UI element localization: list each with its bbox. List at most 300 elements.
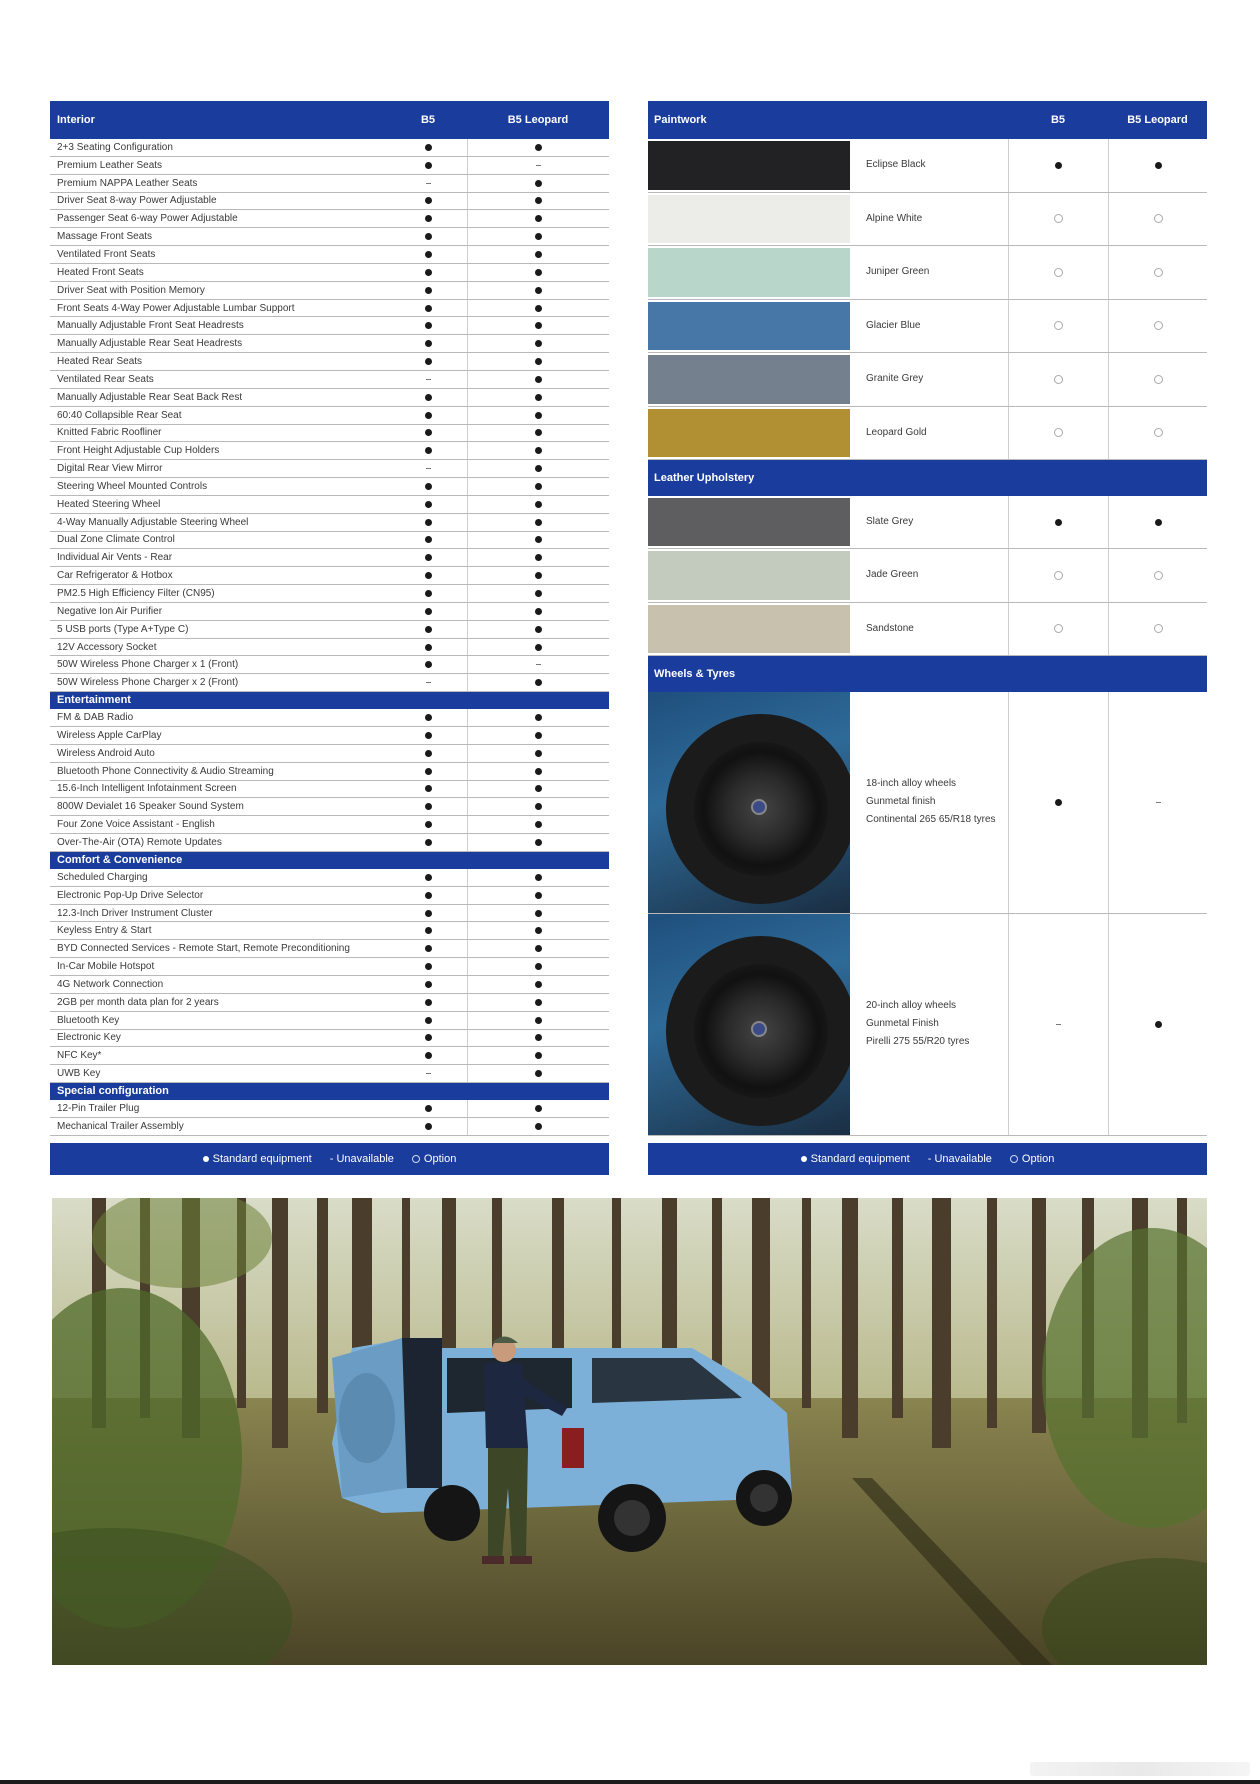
- standard-dot-icon: [425, 626, 432, 633]
- standard-dot-icon: [535, 785, 542, 792]
- standard-dot-icon: [425, 927, 432, 934]
- feature-label: 12.3-Inch Driver Instrument Cluster: [57, 907, 213, 919]
- unavailable-dash-icon: [426, 183, 431, 184]
- feature-label: PM2.5 High Efficiency Filter (CN95): [57, 588, 215, 600]
- feature-label: Manually Adjustable Front Seat Headrests: [57, 320, 244, 332]
- b5-availability: [389, 389, 467, 406]
- b5-availability: [389, 745, 467, 762]
- b5-leopard-availability: [467, 371, 609, 388]
- table-row: [648, 692, 1207, 914]
- standard-dot-icon: [425, 429, 432, 436]
- standard-dot-icon: [425, 732, 432, 739]
- b5-leopard-availability: [1108, 692, 1207, 913]
- standard-dot-icon: [535, 269, 542, 276]
- table-row: [50, 1118, 609, 1136]
- feature-label: Scheduled Charging: [57, 871, 148, 883]
- standard-dot-icon: [535, 447, 542, 454]
- feature-label: Dual Zone Climate Control: [57, 534, 175, 546]
- interior-header-title: Interior: [57, 114, 95, 126]
- ring-icon: [1010, 1155, 1018, 1163]
- b5-availability: [1008, 139, 1108, 192]
- standard-dot-icon: [425, 340, 432, 347]
- table-row: [648, 300, 1207, 354]
- b5-availability: [389, 264, 467, 281]
- b5-leopard-availability: [467, 994, 609, 1011]
- standard-dot-icon: [535, 892, 542, 899]
- standard-dot-icon: [425, 1052, 432, 1059]
- b5-leopard-availability: [467, 193, 609, 210]
- standard-dot-icon: [535, 144, 542, 151]
- table-row: [50, 228, 609, 246]
- b5-availability: [389, 763, 467, 780]
- b5-leopard-availability: [1108, 603, 1207, 655]
- feature-label: 5 USB ports (Type A+Type C): [57, 623, 189, 635]
- color-swatch: [648, 551, 850, 599]
- b5-leopard-availability: [467, 549, 609, 566]
- section-header: Comfort & Convenience: [50, 852, 609, 869]
- b5-leopard-availability: [467, 905, 609, 922]
- b5-availability: [389, 246, 467, 263]
- legend-option: Option: [1010, 1153, 1054, 1165]
- wheel-spec-line: Gunmetal finish: [866, 796, 936, 808]
- standard-dot-icon: [1155, 162, 1162, 169]
- table-row: [50, 549, 609, 567]
- standard-dot-icon: [425, 215, 432, 222]
- table-row: [648, 914, 1207, 1136]
- color-name: Alpine White: [866, 212, 923, 224]
- standard-dot-icon: [535, 554, 542, 561]
- b5-leopard-availability: [467, 816, 609, 833]
- standard-dot-icon: [535, 821, 542, 828]
- b5-availability: [1008, 246, 1108, 299]
- b5-leopard-availability: [467, 282, 609, 299]
- standard-dot-icon: [425, 572, 432, 579]
- standard-dot-icon: [535, 750, 542, 757]
- interior-header-b5: B5: [420, 114, 436, 126]
- b5-leopard-availability: [467, 940, 609, 957]
- interior-table-header: [50, 101, 609, 139]
- table-row: [648, 193, 1207, 247]
- feature-label: 50W Wireless Phone Charger x 1 (Front): [57, 659, 239, 671]
- color-swatch: [648, 248, 850, 297]
- b5-leopard-availability: [1108, 353, 1207, 406]
- option-ring-icon: [1054, 321, 1063, 330]
- b5-availability: [389, 674, 467, 691]
- table-row: [50, 1012, 609, 1030]
- b5-availability: [389, 210, 467, 227]
- standard-dot-icon: [535, 714, 542, 721]
- upholstery-rows: [648, 496, 1207, 656]
- standard-dot-icon: [425, 910, 432, 917]
- feature-label: Car Refrigerator & Hotbox: [57, 570, 173, 582]
- feature-label: Bluetooth Key: [57, 1014, 120, 1026]
- standard-dot-icon: [425, 590, 432, 597]
- b5-availability: [389, 442, 467, 459]
- table-row: [50, 656, 609, 674]
- standard-dot-icon: [425, 999, 432, 1006]
- standard-dot-icon: [1055, 519, 1062, 526]
- legend-standard: Standard equipment: [203, 1153, 312, 1165]
- b5-leopard-availability: [467, 210, 609, 227]
- b5-availability: [1008, 496, 1108, 548]
- b5-leopard-availability: [467, 709, 609, 726]
- legend-option: Option: [412, 1153, 456, 1165]
- b5-availability: [389, 353, 467, 370]
- table-row: [50, 514, 609, 532]
- b5-availability: [389, 300, 467, 317]
- feature-label: Heated Steering Wheel: [57, 498, 161, 510]
- b5-availability: [389, 317, 467, 334]
- table-row: [50, 460, 609, 478]
- b5-leopard-availability: [467, 157, 609, 174]
- b5-leopard-availability: [467, 353, 609, 370]
- unavailable-dash-icon: [426, 682, 431, 683]
- standard-dot-icon: [425, 251, 432, 258]
- interior-header-b5-leopard: B5 Leopard: [507, 114, 569, 126]
- unavailable-dash-icon: [426, 379, 431, 380]
- standard-dot-icon: [425, 768, 432, 775]
- color-swatch: [648, 409, 850, 458]
- b5-leopard-availability: [467, 496, 609, 513]
- b5-leopard-availability: [467, 1012, 609, 1029]
- ring-icon: [412, 1155, 420, 1163]
- b5-availability: [389, 567, 467, 584]
- table-row: [50, 621, 609, 639]
- b5-leopard-availability: [467, 567, 609, 584]
- b5-availability: [389, 709, 467, 726]
- standard-dot-icon: [425, 750, 432, 757]
- standard-dot-icon: [535, 519, 542, 526]
- table-row: [50, 139, 609, 157]
- exterior-spec-table: [648, 101, 1207, 1136]
- standard-dot-icon: [535, 590, 542, 597]
- feature-label: 50W Wireless Phone Charger x 2 (Front): [57, 677, 239, 689]
- table-row: [50, 781, 609, 799]
- table-row: [50, 389, 609, 407]
- color-name: Glacier Blue: [866, 319, 921, 331]
- b5-availability: [389, 1065, 467, 1082]
- wheels-rows: [648, 692, 1207, 1136]
- table-row: [50, 869, 609, 887]
- table-row: [50, 371, 609, 389]
- feature-label: Digital Rear View Mirror: [57, 463, 163, 475]
- feature-label: Keyless Entry & Start: [57, 925, 152, 937]
- b5-leopard-availability: [1108, 139, 1207, 192]
- b5-availability: [389, 549, 467, 566]
- option-ring-icon: [1154, 428, 1163, 437]
- color-name: Jade Green: [866, 569, 919, 581]
- feature-label: NFC Key*: [57, 1050, 102, 1062]
- b5-availability: [389, 940, 467, 957]
- color-name: Juniper Green: [866, 266, 930, 278]
- b5-availability: [389, 514, 467, 531]
- standard-dot-icon: [535, 981, 542, 988]
- wheel-description: [850, 914, 1008, 1135]
- b5-availability: [389, 460, 467, 477]
- standard-dot-icon: [535, 394, 542, 401]
- legend-standard: Standard equipment: [801, 1153, 910, 1165]
- table-row: [50, 175, 609, 193]
- standard-dot-icon: [535, 483, 542, 490]
- b5-availability: [389, 727, 467, 744]
- table-row: [648, 496, 1207, 549]
- b5-availability: [389, 869, 467, 886]
- standard-dot-icon: [535, 358, 542, 365]
- feature-label: Front Seats 4-Way Power Adjustable Lumbar Support: [57, 302, 295, 314]
- standard-dot-icon: [535, 927, 542, 934]
- feature-label: Negative Ion Air Purifier: [57, 605, 163, 617]
- feature-label: Manually Adjustable Rear Seat Back Rest: [57, 391, 243, 403]
- table-row: [50, 532, 609, 550]
- standard-dot-icon: [1155, 1021, 1162, 1028]
- legend-left: [50, 1143, 609, 1175]
- b5-availability: [389, 976, 467, 993]
- wheel-description: [850, 692, 1008, 913]
- standard-dot-icon: [535, 233, 542, 240]
- standard-dot-icon: [535, 679, 542, 686]
- feature-label: 800W Devialet 16 Speaker Sound System: [57, 801, 244, 813]
- b5-leopard-availability: [467, 478, 609, 495]
- option-ring-icon: [1054, 375, 1063, 384]
- b5-availability: [389, 798, 467, 815]
- b5-leopard-availability: [1108, 300, 1207, 353]
- table-row: [50, 798, 609, 816]
- feature-label: Over-The-Air (OTA) Remote Updates: [57, 836, 222, 848]
- paintwork-header-b5: B5: [1050, 114, 1066, 126]
- feature-label: Mechanical Trailer Assembly: [57, 1120, 184, 1132]
- b5-leopard-availability: [1108, 193, 1207, 246]
- feature-label: 2GB per month data plan for 2 years: [57, 996, 219, 1008]
- b5-leopard-availability: [467, 246, 609, 263]
- b5-availability: [389, 781, 467, 798]
- color-swatch: [648, 605, 850, 653]
- standard-dot-icon: [425, 554, 432, 561]
- wheel-spec-line: 20-inch alloy wheels: [866, 1000, 957, 1012]
- feature-label: UWB Key: [57, 1068, 101, 1080]
- b5-leopard-availability: [1108, 549, 1207, 601]
- color-swatch: [648, 141, 850, 190]
- b5-leopard-availability: [467, 745, 609, 762]
- feature-label: BYD Connected Services - Remote Start, Remote Preconditioning: [57, 943, 350, 955]
- standard-dot-icon: [425, 644, 432, 651]
- upholstery-header: Leather Upholstery: [648, 460, 1207, 496]
- table-row: [50, 210, 609, 228]
- section-header: Special configuration: [50, 1083, 609, 1100]
- b5-leopard-availability: [467, 958, 609, 975]
- table-row: [50, 1047, 609, 1065]
- b5-leopard-availability: [467, 228, 609, 245]
- option-ring-icon: [1154, 268, 1163, 277]
- standard-dot-icon: [535, 501, 542, 508]
- feature-label: Heated Front Seats: [57, 266, 144, 278]
- standard-dot-icon: [425, 785, 432, 792]
- standard-dot-icon: [1155, 519, 1162, 526]
- unavailable-dash-icon: [1056, 1024, 1061, 1025]
- b5-availability: [389, 532, 467, 549]
- b5-availability: [389, 282, 467, 299]
- standard-dot-icon: [535, 1105, 542, 1112]
- standard-dot-icon: [535, 197, 542, 204]
- color-swatch: [648, 302, 850, 351]
- b5-availability: [389, 922, 467, 939]
- b5-leopard-availability: [1108, 496, 1207, 548]
- standard-dot-icon: [425, 519, 432, 526]
- option-ring-icon: [1054, 268, 1063, 277]
- table-row: [50, 1100, 609, 1118]
- feature-label: 2+3 Seating Configuration: [57, 141, 173, 153]
- standard-dot-icon: [425, 447, 432, 454]
- standard-dot-icon: [425, 144, 432, 151]
- table-row: [50, 763, 609, 781]
- feature-label: Driver Seat with Position Memory: [57, 284, 205, 296]
- feature-label: Driver Seat 8-way Power Adjustable: [57, 195, 217, 207]
- standard-dot-icon: [425, 1105, 432, 1112]
- table-row: [50, 478, 609, 496]
- interior-spec-table: [50, 101, 609, 1136]
- standard-dot-icon: [1055, 799, 1062, 806]
- table-row: [648, 603, 1207, 656]
- lifestyle-photo: [52, 1198, 1207, 1665]
- standard-dot-icon: [425, 233, 432, 240]
- feature-label: Premium NAPPA Leather Seats: [57, 177, 198, 189]
- standard-dot-icon: [535, 340, 542, 347]
- standard-dot-icon: [425, 412, 432, 419]
- color-swatch: [648, 195, 850, 244]
- standard-dot-icon: [1055, 162, 1062, 169]
- option-ring-icon: [1154, 375, 1163, 384]
- standard-dot-icon: [535, 644, 542, 651]
- standard-dot-icon: [425, 714, 432, 721]
- b5-leopard-availability: [467, 798, 609, 815]
- b5-availability: [389, 994, 467, 1011]
- legend-right: [648, 1143, 1207, 1175]
- standard-dot-icon: [535, 251, 542, 258]
- b5-availability: [389, 1118, 467, 1135]
- table-row: [648, 407, 1207, 461]
- b5-leopard-availability: [467, 407, 609, 424]
- b5-leopard-availability: [467, 621, 609, 638]
- table-row: [50, 940, 609, 958]
- b5-availability: [389, 834, 467, 851]
- standard-dot-icon: [535, 803, 542, 810]
- option-ring-icon: [1154, 214, 1163, 223]
- standard-dot-icon: [425, 162, 432, 169]
- feature-label: In-Car Mobile Hotspot: [57, 961, 155, 973]
- b5-leopard-availability: [467, 264, 609, 281]
- b5-leopard-availability: [1108, 914, 1207, 1135]
- b5-availability: [389, 1030, 467, 1047]
- unavailable-dash-icon: [1156, 802, 1161, 803]
- b5-leopard-availability: [467, 389, 609, 406]
- b5-availability: [389, 603, 467, 620]
- feature-label: 4G Network Connection: [57, 978, 164, 990]
- legend-unavailable: - Unavailable: [329, 1153, 394, 1165]
- standard-dot-icon: [535, 429, 542, 436]
- feature-label: 4-Way Manually Adjustable Steering Wheel: [57, 516, 249, 528]
- legend-unavailable: - Unavailable: [927, 1153, 992, 1165]
- b5-leopard-availability: [467, 922, 609, 939]
- b5-availability: [389, 157, 467, 174]
- standard-dot-icon: [425, 839, 432, 846]
- table-row: [50, 353, 609, 371]
- option-ring-icon: [1054, 624, 1063, 633]
- b5-leopard-availability: [467, 300, 609, 317]
- b5-availability: [1008, 549, 1108, 601]
- b5-availability: [1008, 353, 1108, 406]
- table-row: [50, 246, 609, 264]
- paintwork-rows: [648, 139, 1207, 460]
- table-row: [50, 1065, 609, 1083]
- paintwork-header-b5-leopard: B5 Leopard: [1127, 114, 1188, 126]
- b5-availability: [389, 816, 467, 833]
- color-swatch: [648, 355, 850, 404]
- table-row: [50, 300, 609, 318]
- table-row: [50, 745, 609, 763]
- feature-label: Knitted Fabric Roofliner: [57, 427, 162, 439]
- paintwork-header: [648, 101, 1207, 139]
- b5-availability: [389, 656, 467, 673]
- standard-dot-icon: [535, 874, 542, 881]
- feature-label: Manually Adjustable Rear Seat Headrests: [57, 338, 243, 350]
- b5-leopard-availability: [467, 442, 609, 459]
- standard-dot-icon: [425, 963, 432, 970]
- standard-dot-icon: [535, 536, 542, 543]
- standard-dot-icon: [535, 963, 542, 970]
- color-name: Eclipse Black: [866, 159, 926, 171]
- b5-availability: [389, 585, 467, 602]
- standard-dot-icon: [535, 945, 542, 952]
- standard-dot-icon: [425, 661, 432, 668]
- table-row: [50, 442, 609, 460]
- standard-dot-icon: [425, 892, 432, 899]
- hub-cap: [751, 1021, 767, 1037]
- b5-leopard-availability: [467, 585, 609, 602]
- table-row: [50, 567, 609, 585]
- b5-availability: [389, 887, 467, 904]
- option-ring-icon: [1054, 428, 1063, 437]
- standard-dot-icon: [425, 536, 432, 543]
- feature-label: Ventilated Rear Seats: [57, 373, 154, 385]
- b5-leopard-availability: [467, 763, 609, 780]
- standard-dot-icon: [535, 465, 542, 472]
- table-row: [50, 425, 609, 443]
- table-row: [50, 157, 609, 175]
- standard-dot-icon: [425, 358, 432, 365]
- feature-label: 60:40 Collapsible Rear Seat: [57, 409, 182, 421]
- standard-dot-icon: [535, 572, 542, 579]
- standard-dot-icon: [425, 197, 432, 204]
- table-row: [50, 603, 609, 621]
- standard-dot-icon: [535, 910, 542, 917]
- wheel-image: [648, 692, 850, 913]
- b5-leopard-availability: [467, 976, 609, 993]
- b5-availability: [389, 1047, 467, 1064]
- b5-leopard-availability: [1108, 407, 1207, 460]
- b5-leopard-availability: [467, 175, 609, 192]
- b5-availability: [389, 958, 467, 975]
- standard-dot-icon: [535, 1070, 542, 1077]
- b5-availability: [1008, 692, 1108, 913]
- wheel-image: [648, 914, 850, 1135]
- standard-dot-icon: [535, 322, 542, 329]
- standard-dot-icon: [535, 999, 542, 1006]
- standard-dot-icon: [535, 1123, 542, 1130]
- table-row: [50, 282, 609, 300]
- wheel-spec-line: Gunmetal Finish: [866, 1018, 939, 1030]
- forest-suv-photo: [52, 1198, 1207, 1665]
- b5-availability: [1008, 407, 1108, 460]
- b5-leopard-availability: [467, 834, 609, 851]
